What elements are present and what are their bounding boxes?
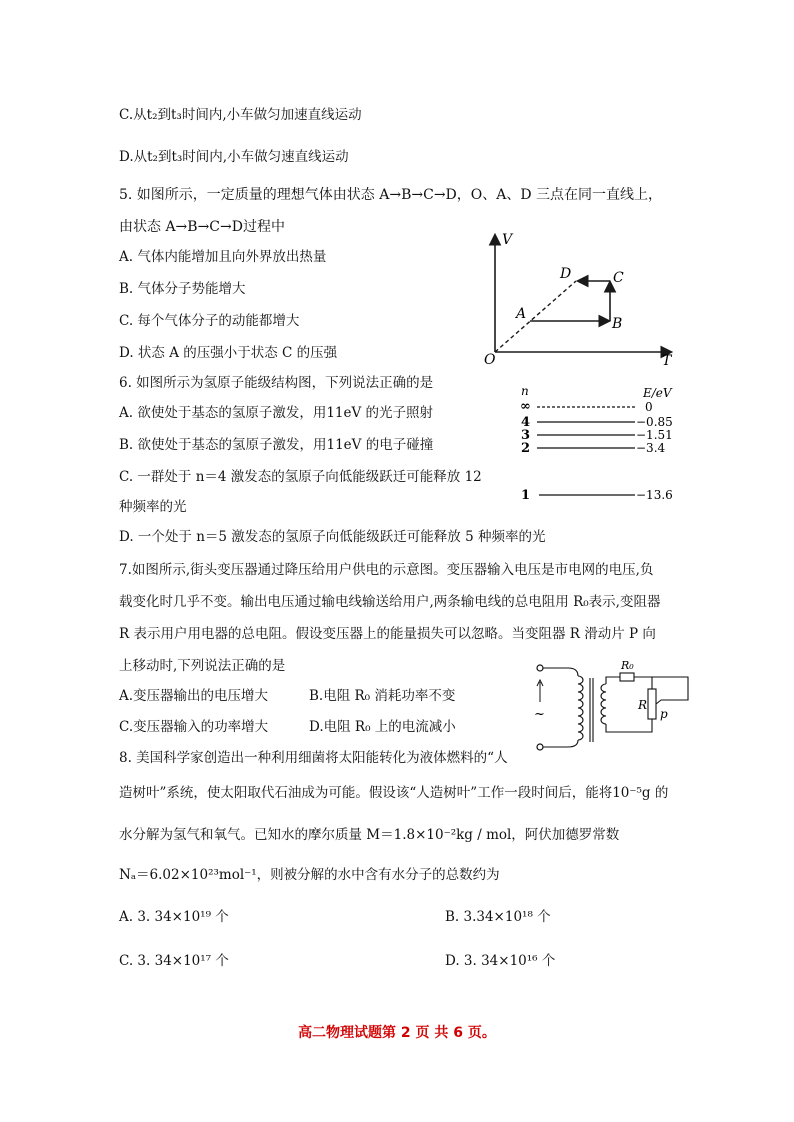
q5-option-a: A. 气体内能增加且向外界放出热量 bbox=[119, 249, 327, 265]
e-header: E/eV bbox=[643, 386, 672, 400]
q7-stem-line3: R 表示用户用电器的总电阻。假设变压器上的能量损失可以忽略。当变阻器 R 滑动片 P 向 bbox=[119, 626, 656, 642]
input-terminal-bottom bbox=[537, 744, 543, 750]
level-1 bbox=[521, 488, 673, 503]
level-inf bbox=[520, 399, 653, 414]
r0-resistor bbox=[620, 673, 634, 681]
n-header: n bbox=[521, 384, 529, 398]
rheostat-r bbox=[648, 689, 656, 719]
ac-symbol: ~ bbox=[534, 707, 545, 722]
q8-stem-line4: Nₐ＝6.02×10²³mol⁻¹，则被分解的水中含有水分子的总数约为 bbox=[119, 867, 500, 883]
q6-option-b: B. 欲使处于基态的氢原子激发，用11eV 的电子碰撞 bbox=[119, 437, 434, 453]
q7-stem-line1: 7.如图所示,街头变压器通过降压给用户供电的示意图。变压器输入电压是市电网的电压,负 bbox=[119, 562, 654, 578]
q6-option-c-line1: C. 一群处于 n＝4 激发态的氢原子向低能级跃迁可能释放 12 bbox=[119, 469, 482, 485]
q5-vt-graph bbox=[480, 228, 680, 366]
q5-option-d: D. 状态 A 的压强小于状态 C 的压强 bbox=[119, 345, 338, 361]
point-d-label: D bbox=[560, 266, 572, 282]
primary-coil bbox=[578, 676, 583, 740]
level-2-n: 2 bbox=[521, 441, 531, 456]
input-terminal-top bbox=[537, 665, 543, 671]
q7-option-c: C.变压器输入的功率增大 bbox=[119, 719, 269, 735]
q8-stem-line1: 8. 美国科学家创造出一种利用细菌将太阳能转化为液体燃料的“人 bbox=[119, 750, 508, 766]
level-2 bbox=[521, 441, 666, 456]
point-a-label: A bbox=[516, 306, 527, 322]
q5-stem-line1: 5. 如图所示，一定质量的理想气体由状态 A→B→C→D，O、A、D 三点在同一直线上， bbox=[119, 187, 663, 203]
t-axis-label: T bbox=[662, 353, 672, 366]
secondary-coil bbox=[601, 684, 606, 724]
oad-dashed-line bbox=[495, 281, 576, 352]
q8-option-c: C. 3. 34×10¹⁷ 个 bbox=[119, 953, 229, 969]
level-inf-e: 0 bbox=[645, 400, 653, 414]
level-3-e: −1.51 bbox=[636, 428, 673, 442]
q6-option-d: D. 一个处于 n＝5 激发态的氢原子向低能级跃迁可能释放 5 种频率的光 bbox=[119, 529, 546, 545]
point-b-label: B bbox=[612, 316, 623, 332]
level-1-n: 1 bbox=[521, 488, 531, 503]
slider-p bbox=[656, 700, 661, 704]
v-axis-label: V bbox=[502, 232, 513, 248]
origin-label: O bbox=[484, 352, 496, 366]
q6-stem: 6. 如图所示为氢原子能级结构图，下列说法正确的是 bbox=[119, 375, 434, 391]
r0-label: R₀ bbox=[621, 659, 634, 672]
level-inf-n: ∞ bbox=[520, 399, 531, 414]
p-label: p bbox=[660, 707, 668, 721]
q7-stem-line4: 上移动时,下列说法正确的是 bbox=[119, 658, 286, 674]
q5-stem-line2: 由状态 A→B→C→D过程中 bbox=[119, 219, 285, 235]
q7-option-b: B.电阻 R₀ 消耗功率不变 bbox=[309, 688, 456, 704]
q4-option-d: D.从t₂到t₃时间内,小车做匀速直线运动 bbox=[119, 149, 349, 165]
point-c-label: C bbox=[613, 270, 624, 286]
q7-option-a: A.变压器输出的电压增大 bbox=[119, 688, 269, 704]
level-2-e: −3.4 bbox=[636, 441, 666, 455]
q5-option-b: B. 气体分子势能增大 bbox=[119, 281, 246, 297]
q8-option-a: A. 3. 34×10¹⁹ 个 bbox=[119, 909, 229, 925]
q8-stem-line2: 造树叶”系统，使太阳取代石油成为可能。假设该“人造树叶”工作一段时间后，能将10⁻⁵g 的 bbox=[119, 785, 669, 801]
level-4-n: 4 bbox=[521, 415, 531, 430]
q6-option-c-line2: 种频率的光 bbox=[119, 499, 187, 515]
q8-stem-line3: 水分解为氢气和氧气。已知水的摩尔质量 M＝1.8×10⁻²kg / mol，阿伏加德罗常数 bbox=[119, 827, 620, 843]
q8-option-d: D. 3. 34×10¹⁶ 个 bbox=[445, 953, 556, 969]
q6-option-a: A. 欲使处于基态的氢原子激发，用11eV 的光子照射 bbox=[119, 405, 434, 421]
q7-stem-line2: 载变化时几乎不变。输出电压通过输电线输送给用户,两条输电线的总电阻用 R₀表示,变阻器 bbox=[119, 594, 661, 610]
r-label: R bbox=[638, 698, 648, 712]
q7-option-d: D.电阻 R₀ 上的电流减小 bbox=[309, 719, 456, 735]
q7-transformer-circuit bbox=[528, 652, 698, 762]
q6-energy-level-diagram bbox=[515, 383, 675, 505]
level-4-e: −0.85 bbox=[636, 415, 673, 429]
level-3-n: 3 bbox=[521, 428, 531, 443]
q8-option-b: B. 3.34×10¹⁸ 个 bbox=[445, 909, 551, 925]
level-1-e: −13.6 bbox=[636, 488, 673, 502]
q5-option-c: C. 每个气体分子的动能都增大 bbox=[119, 313, 300, 329]
q4-option-c: C.从t₂到t₃时间内,小车做匀加速直线运动 bbox=[119, 107, 362, 123]
page-footer: 高二物理试题第 2 页 共 6 页。 bbox=[298, 1025, 496, 1041]
